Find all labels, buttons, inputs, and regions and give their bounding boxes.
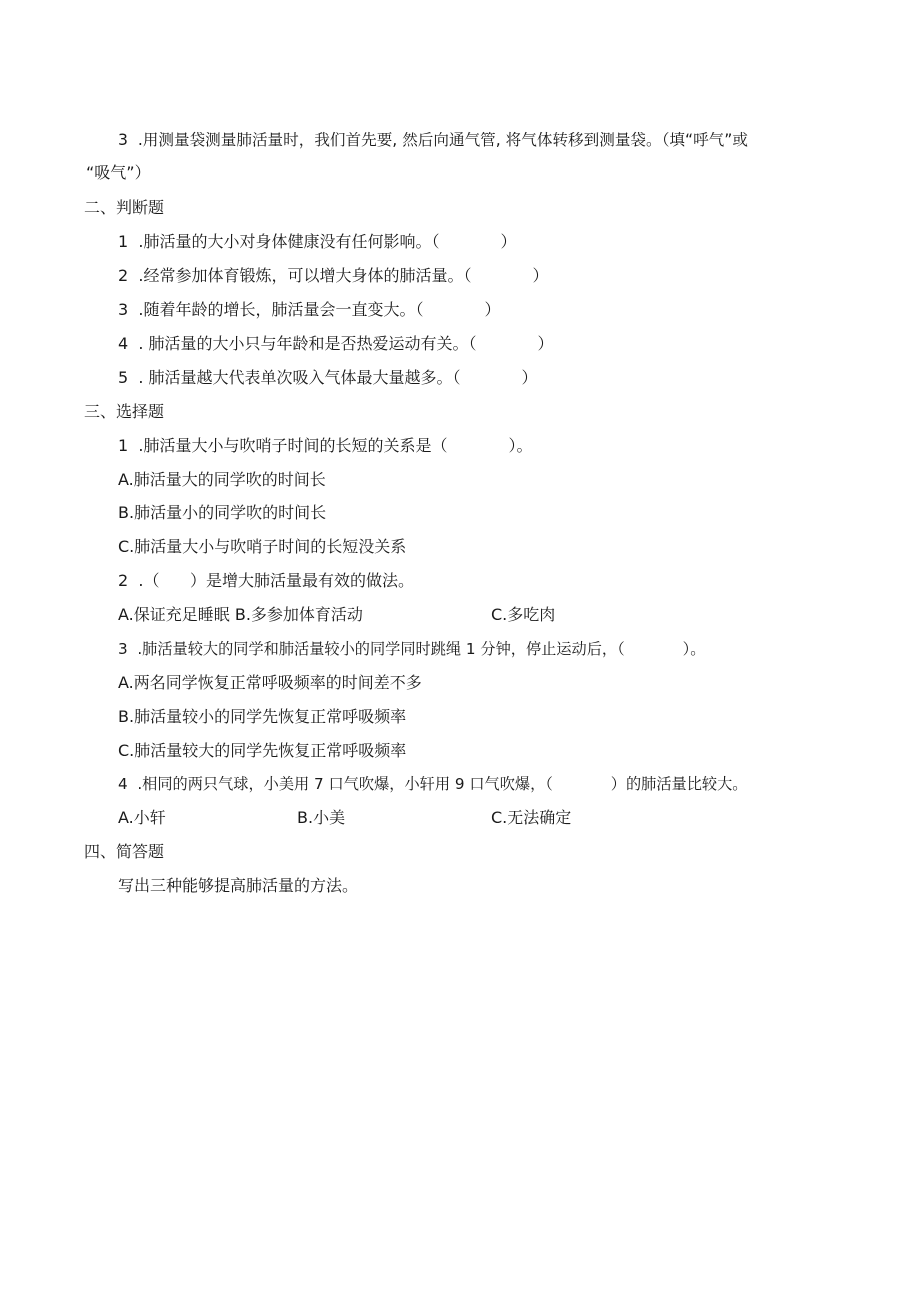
choice-q1-stem: 1 .肺活量大小与吹哨子时间的长短的关系是（ ）。 bbox=[118, 436, 533, 455]
choice-q4-option-a: A.小轩 bbox=[118, 808, 166, 827]
choice-q3-option-c: C.肺活量较大的同学先恢复正常呼吸频率 bbox=[118, 741, 407, 760]
choice-q4-option-c: C.无法确定 bbox=[491, 808, 572, 827]
choice-q3-option-b: B.肺活量较小的同学先恢复正常呼吸频率 bbox=[118, 707, 407, 726]
judge-item-1: 1 .肺活量的大小对身体健康没有任何影响。（ ） bbox=[118, 232, 517, 251]
choice-q3-option-a: A.两名同学恢复正常呼吸频率的时间差不多 bbox=[118, 673, 422, 692]
choice-q4-option-b: B.小美 bbox=[297, 808, 346, 827]
section-heading-judge: 二、判断题 bbox=[84, 198, 165, 217]
judge-item-3: 3 .随着年龄的增长，肺活量会一直变大。（ ） bbox=[118, 300, 501, 319]
fill-blank-q3-line2: “吸气”） bbox=[86, 163, 151, 182]
choice-q2-option-ab: A.保证充足睡眠 B.多参加体育活动 bbox=[118, 605, 363, 624]
judge-item-4: 4 . 肺活量的大小只与年龄和是否热爱运动有关。（ ） bbox=[118, 334, 554, 353]
choice-q4-stem: 4 .相同的两只气球，小美用 7 口气吹爆，小轩用 9 口气吹爆，（ ）的肺活量比较大。 bbox=[118, 775, 748, 793]
fill-blank-q3-line1: 3 .用测量袋测量肺活量时，我们首先要, 然后向通气管, 将气体转移到测量袋。（填“呼气”或 bbox=[118, 131, 748, 149]
judge-item-5: 5 . 肺活量越大代表单次吸入气体最大量越多。（ ） bbox=[118, 368, 538, 387]
choice-q1-option-b: B.肺活量小的同学吹的时间长 bbox=[118, 503, 327, 522]
section-heading-choice: 三、选择题 bbox=[84, 402, 165, 421]
section-heading-short-answer: 四、简答题 bbox=[84, 842, 165, 861]
choice-q2-stem: 2 .（ ）是增大肺活量最有效的做法。 bbox=[118, 571, 414, 590]
choice-q1-option-c: C.肺活量大小与吹哨子时间的长短没关系 bbox=[118, 537, 407, 556]
choice-q2-option-c: C.多吃肉 bbox=[491, 605, 556, 624]
short-answer-question: 写出三种能够提高肺活量的方法。 bbox=[118, 876, 359, 895]
choice-q1-option-a: A.肺活量大的同学吹的时间长 bbox=[118, 470, 326, 489]
choice-q3-stem: 3 .肺活量较大的同学和肺活量较小的同学同时跳绳 1 分钟，停止运动后，（ ）。 bbox=[118, 640, 706, 658]
judge-item-2: 2 .经常参加体育锻炼，可以增大身体的肺活量。（ ） bbox=[118, 266, 549, 285]
